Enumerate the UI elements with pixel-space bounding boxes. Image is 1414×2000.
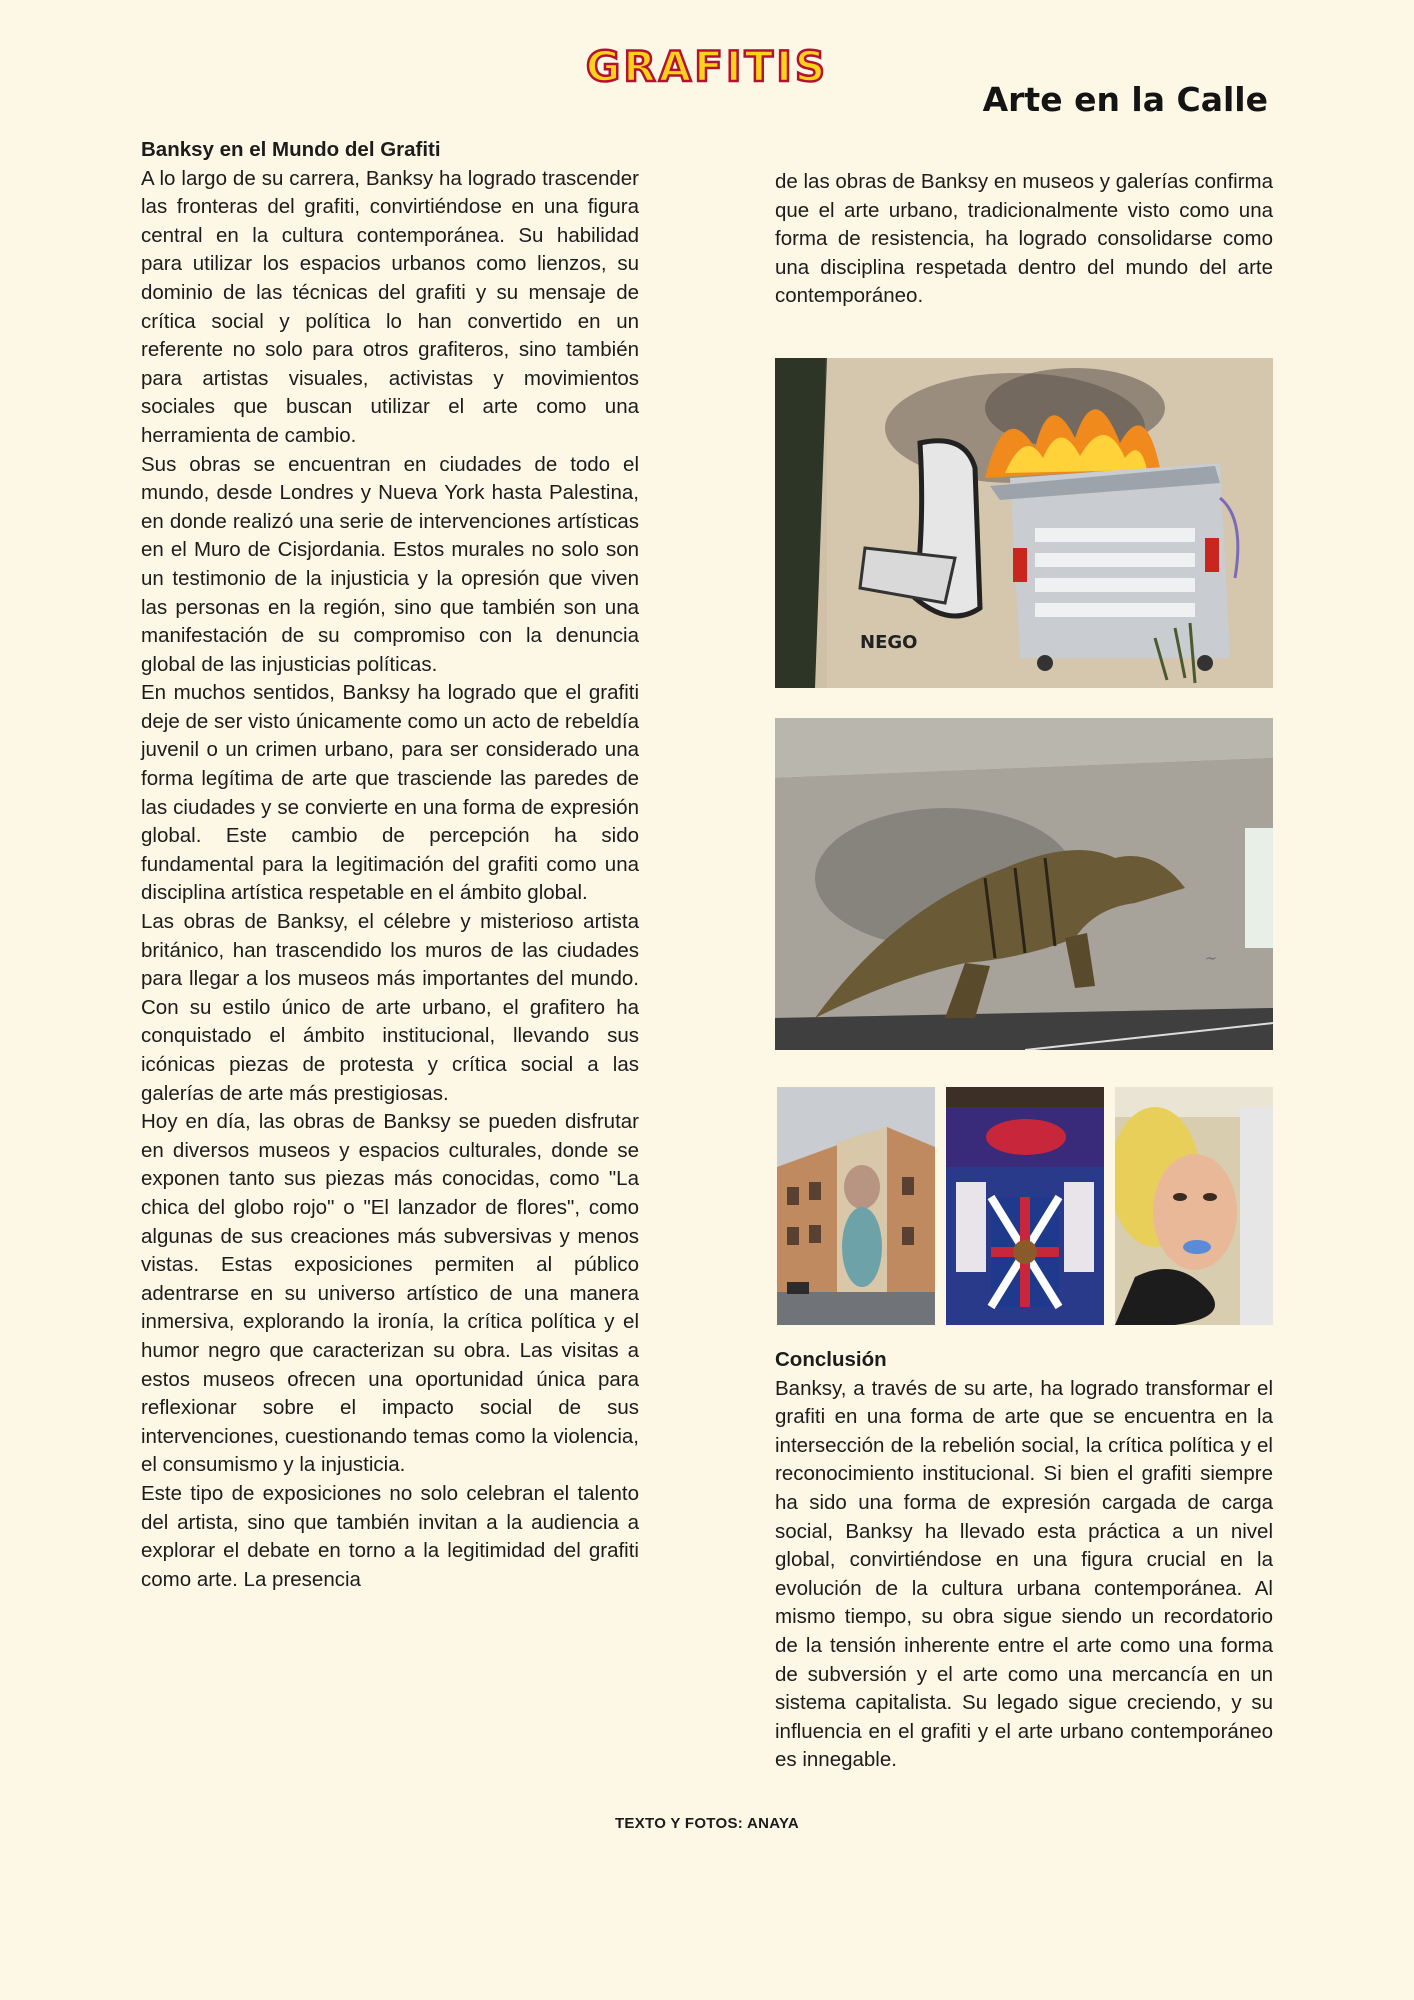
- article-paragraph: Hoy en día, las obras de Banksy se pueden disfrutar en diversos museos y espacios culturales, donde se exponen tanto sus piezas más conocidas, como "La chica del globo rojo" o "El lanzador de flores", como algunas de sus creaciones más subversivas y menos vistas. Estas exposiciones permiten al público adentrarse en su universo artístico de una manera inmersiva, explorando la ironía, la crítica política y el humor negro que caracterizan su obra. Las visitas a estos museos ofrecen una oportunidad única para reflexionar sobre el impacto social de sus intervenciones, cuestionando temas como la violencia, el consumismo y la injusticia.: [141, 1110, 639, 1477]
- page-subtitle: Arte en la Calle: [982, 80, 1268, 119]
- article-heading: Banksy en el Mundo del Grafiti: [141, 138, 441, 161]
- conclusion-heading: Conclusión: [775, 1348, 887, 1371]
- article-paragraph: Este tipo de exposiciones no solo celebran el talento del artista, sino que también invitan a la audiencia a explorar el debate en torno a la legitimidad del grafiti como arte. La presencia: [141, 1481, 639, 1591]
- article-paragraph: de las obras de Banksy en museos y galerías confirma que el arte urbano, tradicionalmente visto como una forma de resistencia, ha logrado consolidarse como una disciplina respetada dentro del mundo del arte contemporáneo.: [775, 170, 1273, 308]
- photo-burning-dumpster-graffiti: [775, 358, 1273, 688]
- photo-dinosaur-mural: [775, 718, 1273, 1050]
- article-paragraph: En muchos sentidos, Banksy ha logrado que el grafiti deje de ser visto únicamente como un acto de rebeldía juvenil o un crimen urbano, para ser considerado una forma legítima de arte que trasciende las paredes de las ciudades y se convierte en una forma de expresión global. Este cambio de percepción ha sido fundamental para la legitimación del grafiti como una disciplina artística respetable en el ámbito global.: [141, 681, 639, 905]
- article-paragraph: Las obras de Banksy, el célebre y misterioso artista británico, han trascendido los muros de las ciudades para llegar a los museos más importantes del mundo. Con su estilo único de arte urbano, el grafitero ha conquistado el ámbito institucional, llevando sus icónicas piezas de protesta y crítica social a las galerías de arte más prestigiosas.: [141, 910, 639, 1105]
- footer-credit: TEXTO Y FOTOS: ANAYA: [614, 1815, 800, 1832]
- article-right-column: [775, 168, 1273, 311]
- photo-shop-shutter-flag: [946, 1087, 1104, 1325]
- article-paragraph: Sus obras se encuentran en ciudades de todo el mundo, desde Londres y Nueva York hasta Palestina, en donde realizó una serie de intervenciones artísticas en el Muro de Cisjordania. Estos murales no solo son un testimonio de la injusticia y la opresión que viven las personas en la región, sino que también son una manifestación de su compromiso con la denuncia global de las injusticias políticas.: [141, 452, 639, 676]
- svg-text:~: ~: [1205, 951, 1217, 967]
- article-left-column: [141, 136, 639, 1594]
- photo-woman-face-mural: [1115, 1087, 1273, 1325]
- photo-building-mural: [777, 1087, 935, 1325]
- page-title: GRAFITIS: [585, 42, 829, 91]
- article-paragraph: A lo largo de su carrera, Banksy ha logrado trascender las fronteras del grafiti, convirtiéndose en una figura central en la cultura contemporánea. Su habilidad para utilizar los espacios urbanos como lienzos, su dominio de las técnicas del grafiti y su mensaje de crítica social y política lo han convertido en un referente no solo para otros grafiteros, sino también para artistas visuales, activistas y movimientos sociales que buscan utilizar el arte como una herramienta de cambio.: [141, 166, 639, 447]
- graffiti-tag: NEGO: [860, 632, 918, 653]
- conclusion-text: Banksy, a través de su arte, ha logrado transformar el grafiti en una forma de arte que se encuentra en la intersección de la rebelión social, la crítica política y el reconocimiento institucional. Si bien el grafiti siempre ha sido una forma de expresión cargada de carga social, Banksy ha llevado esta práctica a un nivel global, convirtiéndose en una figura crucial en la evolución de la cultura urbana contemporánea. Al mismo tiempo, su obra sigue siendo un recordatorio de la tensión inherente entre el arte como una forma de subversión y el arte como una mercancía en un sistema capitalista. Su legado sigue creciendo, y su influencia en el grafiti y el arte urbano contemporáneo es innegable.: [775, 1376, 1273, 1772]
- conclusion-section: [775, 1346, 1273, 1775]
